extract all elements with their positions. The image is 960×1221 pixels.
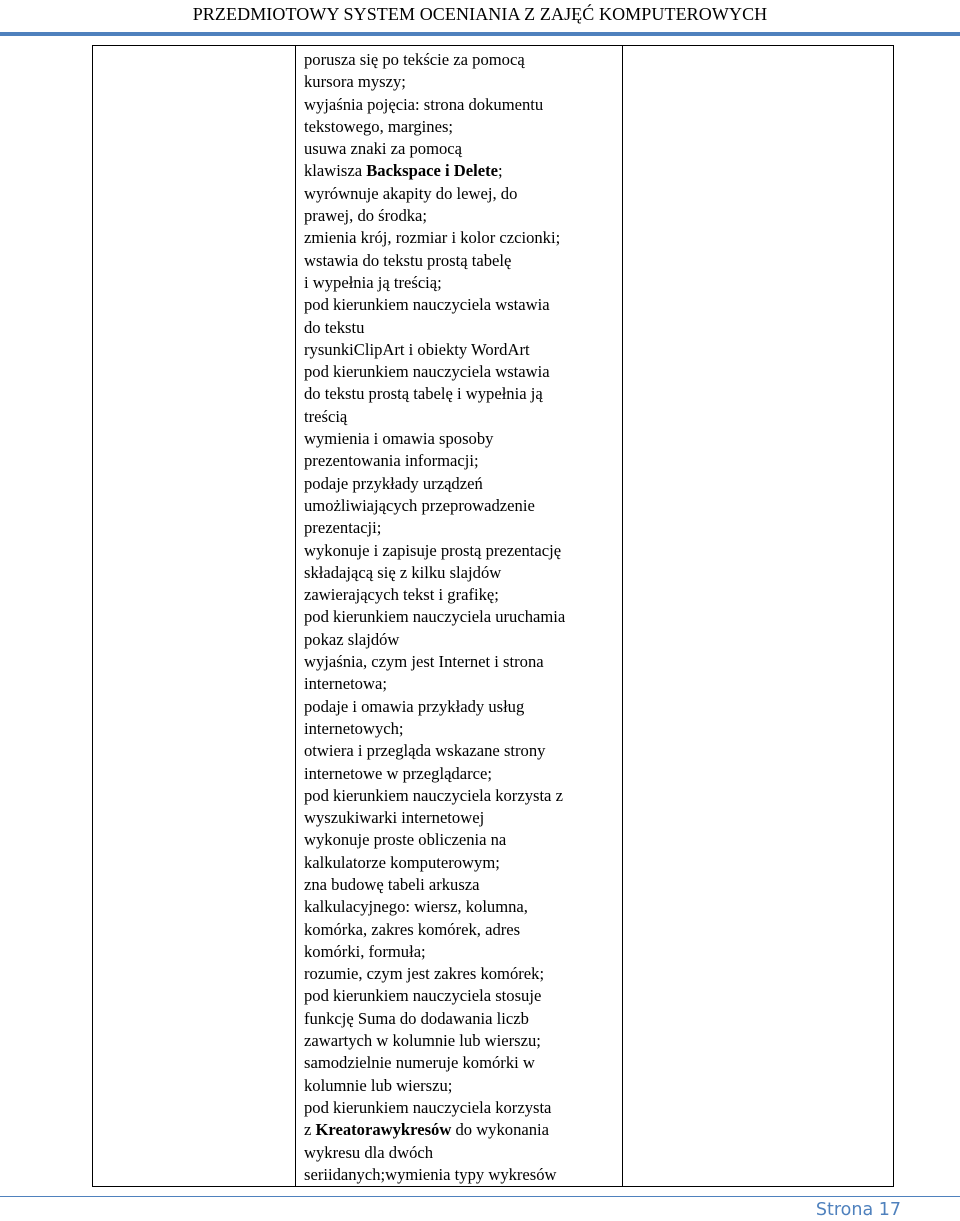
requirement-line (304, 71, 622, 93)
page-header (0, 0, 960, 40)
requirement-text: do tekstu (304, 317, 365, 337)
requirement-text: wykonuje i zapisuje prostą prezentację (304, 540, 562, 560)
requirement-text: wykonuje proste obliczenia na (304, 830, 507, 850)
requirement-text: pod kierunkiem nauczyciela korzysta z (304, 785, 563, 805)
requirement-text: rysunkiClipArt i obiekty WordArt (304, 339, 530, 359)
requirement-line (304, 227, 622, 249)
requirement-text: z (304, 1120, 316, 1140)
requirement-line (304, 1075, 622, 1097)
requirement-text: rozumie, czym jest zakres komórek; (304, 964, 545, 984)
requirement-line (304, 183, 622, 205)
requirement-text: internetowych; (304, 718, 404, 738)
requirement-text: funkcję Suma do dodawania liczb (304, 1008, 529, 1028)
page-number: Strona 17 (815, 1200, 901, 1220)
requirement-line (304, 383, 622, 405)
requirement-line (304, 1142, 622, 1164)
requirement-line (304, 1008, 622, 1030)
requirement-line (304, 138, 622, 160)
table-row (93, 46, 894, 1187)
requirement-text: kursora myszy; (304, 72, 406, 92)
requirement-line (304, 852, 622, 874)
requirement-line (304, 919, 622, 941)
requirement-text: prawej, do środka; (304, 206, 428, 226)
requirement-line (304, 116, 622, 138)
requirement-line (304, 450, 622, 472)
requirement-line (304, 763, 622, 785)
requirement-line (304, 1052, 622, 1074)
footer-rule (0, 1196, 960, 1197)
requirement-line (304, 807, 622, 829)
requirement-text: pod kierunkiem nauczyciela wstawia (304, 295, 550, 315)
requirement-line (304, 562, 622, 584)
requirement-text: umożliwiających przeprowadzenie (304, 495, 535, 515)
requirement-text: kolumnie lub wierszu; (304, 1075, 453, 1095)
requirement-line (304, 829, 622, 851)
requirement-line (304, 740, 622, 762)
requirement-text: do tekstu prostą tabelę i wypełnia ją (304, 384, 543, 404)
requirement-text: zna budowę tabeli arkusza (304, 874, 480, 894)
header-rule (0, 32, 960, 36)
requirement-text: usuwa znaki za pomocą (304, 139, 463, 159)
requirement-line (304, 874, 622, 896)
requirement-line (304, 540, 622, 562)
requirement-line (304, 673, 622, 695)
requirement-line (304, 1119, 622, 1141)
requirement-line (304, 718, 622, 740)
requirement-line (304, 1164, 622, 1186)
requirement-line (304, 272, 622, 294)
requirement-line (304, 985, 622, 1007)
table-cell-right (623, 46, 894, 1187)
requirements-table (92, 45, 894, 1187)
requirement-text: zmienia krój, rozmiar i kolor czcionki; (304, 228, 561, 248)
requirement-line (304, 1030, 622, 1052)
requirement-line (304, 629, 622, 651)
requirement-text: porusza się po tekście za pomocą (304, 50, 525, 69)
requirement-text: prezentowania informacji; (304, 451, 479, 471)
requirement-text: wyjaśnia pojęcia: strona dokumentu (304, 94, 544, 114)
requirement-text: samodzielnie numeruje komórki w (304, 1053, 535, 1073)
requirement-text: komórki, formuła; (304, 941, 426, 961)
requirement-text: podaje przykłady urządzeń (304, 473, 483, 493)
requirement-line (304, 428, 622, 450)
requirement-text: kalkulacyjnego: wiersz, kolumna, (304, 897, 528, 917)
requirement-text: wymienia i omawia sposoby (304, 429, 494, 449)
requirement-text: tekstowego, margines; (304, 116, 454, 136)
document-title: PRZEDMIOTOWY SYSTEM OCENIANIA Z ZAJĘĆ KOMPUTEROWYCH (192, 4, 768, 24)
requirement-text: wykresu dla dwóch (304, 1142, 434, 1162)
table-cell-middle (296, 46, 623, 1187)
requirement-bold-term: Kreatorawykresów (315, 1120, 452, 1140)
requirement-text: pokaz slajdów (304, 629, 400, 649)
requirement-line (304, 495, 622, 517)
requirement-text: wyrównuje akapity do lewej, do (304, 183, 518, 203)
requirement-text: składającą się z kilku slajdów (304, 562, 502, 582)
requirement-line (304, 473, 622, 495)
requirement-text: wyjaśnia, czym jest Internet i strona (304, 652, 544, 672)
requirement-text: klawisza (304, 161, 367, 181)
requirement-line (304, 205, 622, 227)
requirement-line (304, 317, 622, 339)
requirement-line (304, 160, 622, 182)
requirement-line (304, 339, 622, 361)
requirement-text: otwiera i przegląda wskazane strony (304, 741, 546, 761)
requirement-text: i wypełnia ją treścią; (304, 272, 442, 292)
requirement-text: komórka, zakres komórek, adres (304, 919, 521, 939)
page-footer (0, 1188, 960, 1221)
requirement-line (304, 250, 622, 272)
requirement-line (304, 696, 622, 718)
requirement-text: wstawia do tekstu prostą tabelę (304, 250, 512, 270)
requirement-line (304, 651, 622, 673)
requirement-line (304, 1097, 622, 1119)
requirement-text: pod kierunkiem nauczyciela wstawia (304, 362, 550, 382)
requirement-text: do wykonania (451, 1120, 550, 1140)
requirement-text: kalkulatorze komputerowym; (304, 852, 500, 872)
requirement-text: zawartych w kolumnie lub wierszu; (304, 1031, 541, 1051)
requirement-text: podaje i omawia przykłady usług (304, 696, 525, 716)
requirement-text: internetowa; (304, 674, 387, 694)
requirement-line (304, 896, 622, 918)
requirements-list (296, 46, 622, 1186)
requirement-line (304, 785, 622, 807)
requirement-text: ; (498, 161, 503, 181)
requirement-text: prezentacji; (304, 518, 382, 538)
requirement-text: internetowe w przeglądarce; (304, 763, 492, 783)
requirement-line (304, 94, 622, 116)
requirement-line (304, 584, 622, 606)
requirement-line (304, 941, 622, 963)
requirement-line (304, 406, 622, 428)
requirement-line (304, 517, 622, 539)
requirement-text: pod kierunkiem nauczyciela korzysta (304, 1097, 552, 1117)
requirement-text: wyszukiwarki internetowej (304, 808, 485, 828)
requirement-text: pod kierunkiem nauczyciela stosuje (304, 986, 542, 1006)
requirement-text: seriidanych;wymienia typy wykresów (304, 1164, 557, 1184)
requirement-line (304, 49, 622, 71)
requirement-line (304, 606, 622, 628)
requirement-line (304, 361, 622, 383)
requirement-line (304, 963, 622, 985)
requirement-text: pod kierunkiem nauczyciela uruchamia (304, 607, 566, 627)
requirement-bold-term: Backspace i Delete (366, 161, 498, 181)
requirement-text: treścią (304, 406, 348, 426)
table-cell-left (93, 46, 296, 1187)
requirement-text: zawierających tekst i grafikę; (304, 585, 499, 605)
requirement-line (304, 294, 622, 316)
